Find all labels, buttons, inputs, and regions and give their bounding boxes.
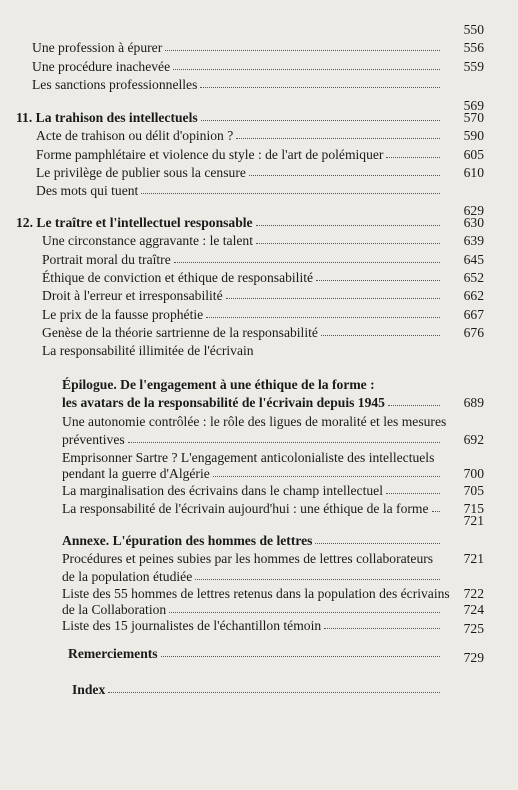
dot-leader — [169, 612, 440, 613]
page-number: 629 — [463, 203, 484, 218]
toc-heading: Épilogue. De l'engagement à une éthique de la forme : — [62, 377, 375, 392]
dot-leader — [236, 138, 440, 139]
toc-entry — [0, 619, 484, 639]
toc-title: Forme pamphlétaire et violence du style : de l'art de polémiquer — [36, 147, 384, 162]
page-number: 692 — [463, 432, 484, 447]
dot-leader — [141, 193, 440, 194]
page-number: 556 — [463, 40, 484, 55]
toc-title: Acte de trahison ou délit d'opinion ? — [36, 128, 234, 143]
page-number: 570 — [463, 110, 484, 125]
dot-leader — [173, 69, 440, 70]
page-number: 662 — [463, 288, 484, 303]
toc-entry — [0, 145, 484, 165]
toc-title: Le privilège de publier sous la censure — [36, 165, 246, 180]
page-number: 605 — [463, 147, 484, 162]
page-number: 590 — [463, 128, 484, 143]
toc-line — [0, 375, 484, 395]
page-number: 721 — [463, 513, 484, 528]
toc-title: de la population étudiée — [62, 569, 193, 584]
dot-leader — [165, 50, 440, 51]
toc-line — [0, 412, 484, 432]
toc-title: La responsabilité de l'écrivain aujourd'hui : une éthique de la forme — [62, 501, 429, 516]
dot-leader — [226, 298, 440, 299]
toc-title: Droit à l'erreur et irresponsabilité — [42, 288, 223, 303]
dot-leader — [174, 262, 440, 263]
page-number: 645 — [463, 252, 484, 267]
page-number: 700 — [463, 466, 484, 481]
toc-heading: Remerciements — [68, 646, 158, 661]
toc-entry — [0, 57, 484, 77]
dot-leader — [249, 175, 440, 176]
toc-entry — [0, 393, 484, 413]
toc-heading: 11. La trahison des intellectuels — [16, 110, 198, 125]
toc-entry — [0, 20, 484, 40]
dot-leader — [201, 120, 440, 121]
dot-leader — [316, 280, 440, 281]
dot-leader — [256, 243, 440, 244]
toc-heading: les avatars de la responsabilité de l'écrivain depuis 1945 — [62, 395, 385, 410]
toc-title: Procédures et peines subies par les hommes de lettres collaborateurs — [62, 551, 434, 566]
toc-line — [0, 531, 484, 551]
dot-leader — [315, 543, 440, 544]
dot-leader — [108, 692, 440, 693]
dot-leader — [206, 317, 440, 318]
toc-entry — [0, 511, 484, 531]
page-number: 630 — [463, 215, 484, 230]
page-number: 721 — [463, 551, 484, 566]
toc-entry — [0, 481, 484, 501]
page-number: 689 — [463, 395, 484, 410]
toc-title: de la Collaboration — [62, 602, 167, 617]
toc-entry — [0, 648, 484, 668]
page-number: 725 — [463, 621, 484, 636]
toc-title: Portrait moral du traître — [42, 252, 171, 267]
dot-leader — [386, 493, 440, 494]
dot-leader — [213, 476, 440, 477]
toc-entry — [0, 38, 484, 58]
toc-entry — [0, 163, 484, 183]
toc-line — [0, 181, 484, 201]
page-number: 569 — [463, 98, 484, 113]
toc-entry — [0, 286, 484, 306]
toc-line — [0, 75, 484, 95]
toc-heading: Annexe. L'épuration des hommes de lettres — [62, 533, 313, 548]
toc-title: Genèse de la théorie sartrienne de la responsabilité — [42, 325, 318, 340]
toc-title: Des mots qui tuent — [36, 183, 139, 198]
toc-entry — [0, 126, 484, 146]
page-number: 705 — [463, 483, 484, 498]
page-number: 676 — [463, 325, 484, 340]
toc-title: Liste des 55 hommes de lettres retenus dans la population des écrivains — [62, 586, 450, 601]
toc-entry — [0, 250, 484, 270]
toc-title: pendant la guerre d'Algérie — [62, 466, 210, 481]
page-number: 559 — [463, 59, 484, 74]
toc-title: Éthique de conviction et éthique de responsabilité — [42, 270, 314, 285]
page-number: 610 — [463, 165, 484, 180]
toc-line — [0, 680, 484, 700]
toc-entry — [0, 268, 484, 288]
toc-heading: Index — [72, 682, 106, 697]
page-number: 639 — [463, 233, 484, 248]
toc-entry — [0, 305, 484, 325]
page-number: 722 — [463, 586, 484, 601]
toc-title: Une profession à épurer — [32, 40, 163, 55]
toc-title: préventives — [62, 432, 125, 447]
toc-title: La marginalisation des écrivains dans le champ intellectuel — [62, 483, 383, 498]
toc-title: Les sanctions professionnelles — [32, 77, 198, 92]
toc-entry — [0, 430, 484, 450]
toc-title: Liste des 15 journalistes de l'échantillon témoin — [62, 618, 322, 633]
page-number: 715 — [463, 501, 484, 516]
page-number: 667 — [463, 307, 484, 322]
dot-leader — [200, 87, 440, 88]
page-number: 652 — [463, 270, 484, 285]
toc-title: Le prix de la fausse prophétie — [42, 307, 204, 322]
toc-title: Emprisonner Sartre ? L'engagement anticolonialiste des intellectuels — [62, 450, 435, 465]
dot-leader — [128, 442, 440, 443]
toc-heading: 12. Le traître et l'intellectuel responsable — [16, 215, 253, 230]
toc-entry — [0, 231, 484, 251]
toc-title: Une procédure inachevée — [32, 59, 171, 74]
dot-leader — [386, 157, 440, 158]
toc-entry — [0, 549, 484, 569]
dot-leader — [195, 579, 440, 580]
toc-entry — [0, 108, 484, 128]
toc-line — [0, 341, 484, 361]
toc-title: Une circonstance aggravante : le talent — [42, 233, 253, 248]
toc-entry — [0, 323, 484, 343]
page-number: 724 — [463, 602, 484, 617]
toc-entry — [0, 213, 484, 233]
dot-leader — [388, 405, 440, 406]
page-number: 550 — [463, 22, 484, 37]
toc-title: La responsabilité illimitée de l'écrivain — [42, 343, 254, 358]
page-number: 729 — [463, 650, 484, 665]
dot-leader — [321, 335, 440, 336]
dot-leader — [256, 225, 440, 226]
toc-title: Une autonomie contrôlée : le rôle des ligues de moralité et les mesures — [62, 414, 447, 429]
